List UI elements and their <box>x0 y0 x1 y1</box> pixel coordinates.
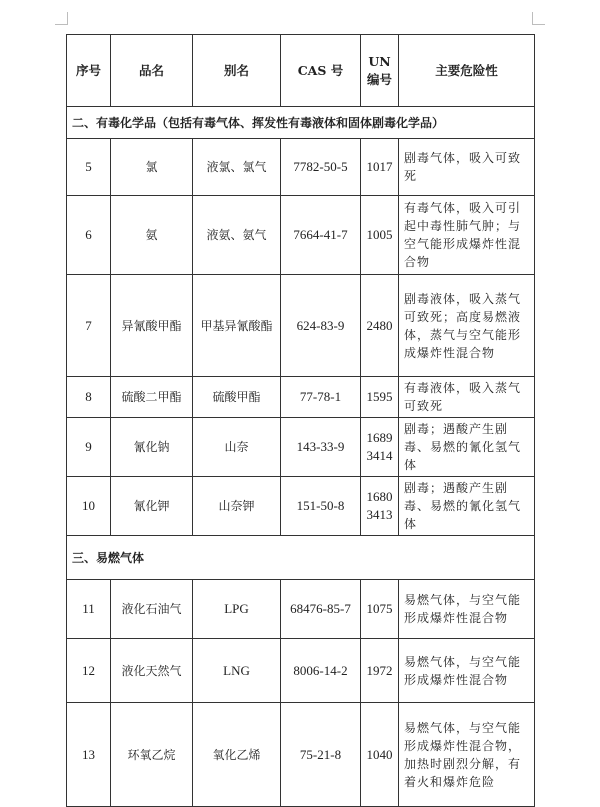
table-row <box>67 418 535 477</box>
cell-seq: 7 <box>67 275 111 377</box>
table-row <box>67 580 535 639</box>
col-header-seq: 序号 <box>67 35 111 107</box>
cell-cas: 151-50-8 <box>281 477 361 536</box>
cell-alias: LPG <box>193 580 281 639</box>
cell-cas: 7664-41-7 <box>281 196 361 275</box>
cell-name: 环氧乙烷 <box>111 703 193 807</box>
cell-un-line1: 1680 <box>366 489 393 504</box>
cell-seq: 12 <box>67 639 111 703</box>
cell-seq: 6 <box>67 196 111 275</box>
cell-hazard: 易燃气体，与空气能形成爆炸性混合物 <box>399 580 535 639</box>
cell-cas: 77-78-1 <box>281 377 361 418</box>
hazardous-chemicals-table <box>66 34 535 807</box>
section-title-toxic: 二、有毒化学品（包括有毒气体、挥发性有毒液体和固体剧毒化学品） <box>67 107 535 139</box>
section-row <box>67 536 535 580</box>
table-row <box>67 477 535 536</box>
col-header-cas: CAS 号 <box>281 35 361 107</box>
col-header-un-line2: 编号 <box>366 71 392 87</box>
cell-seq: 5 <box>67 139 111 196</box>
cell-un: 1075 <box>361 580 399 639</box>
table-row <box>67 703 535 807</box>
cell-un: 2480 <box>361 275 399 377</box>
cell-hazard: 剧毒；遇酸产生剧毒、易燃的氰化氢气体 <box>399 418 535 477</box>
cell-seq: 13 <box>67 703 111 807</box>
page-corner-mark <box>532 12 545 25</box>
page-corner-mark <box>55 12 68 25</box>
table-row <box>67 639 535 703</box>
table-row <box>67 377 535 418</box>
col-header-hazard: 主要危险性 <box>399 35 535 107</box>
cell-alias: 甲基异氰酸酯 <box>193 275 281 377</box>
cell-alias: 硫酸甲酯 <box>193 377 281 418</box>
cell-name: 氰化钾 <box>111 477 193 536</box>
cell-seq: 10 <box>67 477 111 536</box>
table-row <box>67 275 535 377</box>
cell-un-line1: 1689 <box>366 430 393 445</box>
cell-cas: 68476-85-7 <box>281 580 361 639</box>
cell-name: 异氰酸甲酯 <box>111 275 193 377</box>
cell-hazard: 有毒气体，吸入可引起中毒性肺气肿；与空气能形成爆炸性混合物 <box>399 196 535 275</box>
cell-alias: 氧化乙烯 <box>193 703 281 807</box>
cell-name: 硫酸二甲酯 <box>111 377 193 418</box>
table-row <box>67 139 535 196</box>
col-header-un <box>361 35 399 107</box>
header-row <box>67 35 535 107</box>
cell-cas: 8006-14-2 <box>281 639 361 703</box>
col-header-alias: 别名 <box>193 35 281 107</box>
section-title-flammable-gas: 三、易燃气体 <box>67 536 535 580</box>
cell-name: 氯 <box>111 139 193 196</box>
cell-cas: 75-21-8 <box>281 703 361 807</box>
cell-hazard: 剧毒；遇酸产生剧毒、易燃的氰化氢气体 <box>399 477 535 536</box>
cell-alias: 液氨、氨气 <box>193 196 281 275</box>
table-row <box>67 196 535 275</box>
col-header-name: 品名 <box>111 35 193 107</box>
cell-cas: 143-33-9 <box>281 418 361 477</box>
cell-un: 1017 <box>361 139 399 196</box>
cell-cas: 7782-50-5 <box>281 139 361 196</box>
section-row <box>67 107 535 139</box>
cell-un: 1595 <box>361 377 399 418</box>
cell-name: 氨 <box>111 196 193 275</box>
cell-alias: 液氯、氯气 <box>193 139 281 196</box>
cell-un: 1040 <box>361 703 399 807</box>
cell-seq: 9 <box>67 418 111 477</box>
col-header-un-line1: UN <box>368 53 391 69</box>
cell-name: 液化天然气 <box>111 639 193 703</box>
cell-alias: LNG <box>193 639 281 703</box>
cell-hazard: 易燃气体，与空气能形成爆炸性混合物，加热时剧烈分解，有着火和爆炸危险 <box>399 703 535 807</box>
cell-hazard: 剧毒液体，吸入蒸气可致死；高度易燃液体，蒸气与空气能形成爆炸性混合物 <box>399 275 535 377</box>
cell-hazard: 易燃气体，与空气能形成爆炸性混合物 <box>399 639 535 703</box>
cell-un-line2: 3413 <box>366 507 393 522</box>
cell-hazard: 剧毒气体，吸入可致死 <box>399 139 535 196</box>
cell-seq: 8 <box>67 377 111 418</box>
cell-un: 1972 <box>361 639 399 703</box>
cell-un-line2: 3414 <box>366 448 393 463</box>
cell-name: 氰化钠 <box>111 418 193 477</box>
cell-alias: 山奈钾 <box>193 477 281 536</box>
cell-cas: 624-83-9 <box>281 275 361 377</box>
cell-name: 液化石油气 <box>111 580 193 639</box>
cell-un <box>361 477 399 536</box>
cell-un <box>361 418 399 477</box>
cell-seq: 11 <box>67 580 111 639</box>
cell-un: 1005 <box>361 196 399 275</box>
cell-alias: 山奈 <box>193 418 281 477</box>
cell-hazard: 有毒液体，吸入蒸气可致死 <box>399 377 535 418</box>
